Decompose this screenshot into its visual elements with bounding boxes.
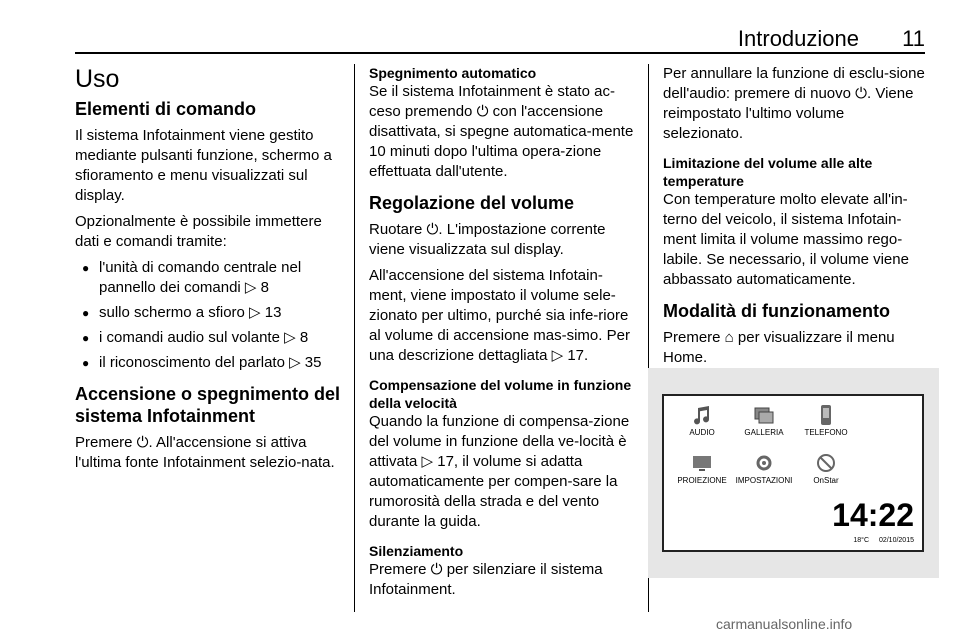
app-label: PROIEZIONE: [677, 476, 727, 485]
list-item: ● i comandi audio sul volante ▷ 8: [75, 328, 343, 348]
subheading-elementi-comando: Elementi di comando: [75, 99, 257, 119]
gallery-icon: [753, 404, 775, 426]
app-label: TELEFONO: [804, 428, 848, 437]
subheading-accensione: Accensione o spegnimento del sistema Infotainment: [75, 384, 341, 426]
paragraph: Opzionalmente è possibile immettere dati e comandi tramite:: [75, 213, 322, 250]
paragraph: Ruotare ⏻. L'impostazione corrente viene visualizzata sul display.: [369, 221, 606, 258]
list-item: ● sullo schermo a sfioro ▷ 13: [75, 303, 343, 323]
subheading-limitazione: Limitazione del volume alle alte temperature: [663, 155, 873, 189]
subheading-compensazione: Compensazione del volume in funzione della velocità: [369, 377, 632, 411]
subheading-regolazione-volume: Regolazione del volume: [369, 193, 575, 213]
header-divider: [75, 52, 925, 54]
list-item: ● l'unità di comando centrale nel pannello dei comandi ▷ 8: [75, 258, 343, 298]
app-label: IMPOSTAZIONI: [735, 476, 793, 485]
subheading-silenziamento: Silenziamento: [369, 543, 464, 559]
app-galleria: [734, 404, 794, 438]
clock-info: [853, 537, 914, 544]
page-header: [75, 26, 925, 50]
column-middle: [369, 64, 637, 606]
app-label: OnStar: [813, 476, 839, 485]
list-item: ● il riconoscimento del parlato ▷ 35: [75, 353, 343, 373]
bullet-list: [75, 258, 343, 373]
page-section-title: Introduzione: [737, 26, 859, 51]
app-audio: [672, 404, 732, 438]
page-number: 11: [902, 26, 925, 51]
temperature: 18°C: [853, 537, 869, 544]
app-telefono: [796, 404, 856, 438]
onstar-icon: [815, 452, 837, 474]
column-left: [75, 64, 343, 479]
paragraph: All'accensione del sistema Infotain-ment, viene impostato il volume sele-zionato per ultimo, purché sia infe-riore al volume di accensione mas-simo. Per una descrizione dettagliata ▷ 17.: [369, 267, 630, 364]
phone-icon: [815, 404, 837, 426]
paragraph: Quando la funzione di compensa-zione del volume in funzione della ve-locità è attivata ▷ 17, il volume si adatta automaticamente per compen-sare la rumorosità della strada e del vento durante la guida.: [369, 413, 630, 530]
paragraph: Per annullare la funzione di esclu-sione dell'audio: premere di nuovo ⏻. Viene reimpostato l'ultimo volume selezionato.: [663, 65, 925, 142]
column-divider-left: [354, 64, 355, 612]
column-right: [663, 64, 925, 374]
music-note-icon: [691, 404, 713, 426]
clock-time: 14:22: [832, 497, 914, 533]
projection-icon: [691, 452, 713, 474]
paragraph: Premere ⏻ per silenziare il sistema Infotainment.: [369, 561, 603, 598]
gear-icon: [753, 452, 775, 474]
section-heading-uso: Uso: [75, 65, 120, 93]
app-label: AUDIO: [689, 428, 715, 437]
app-onstar: [796, 452, 856, 486]
home-screen-display: [662, 394, 924, 552]
subheading-modalita: Modalità di funzionamento: [663, 301, 890, 321]
app-impostazioni: [734, 452, 794, 486]
paragraph: Premere ⏻. All'accensione si attiva l'ultima fonte Infotainment selezio-nata.: [75, 434, 335, 471]
paragraph: Premere ⌂ per visualizzare il menu Home.: [663, 329, 895, 366]
paragraph: Il sistema Infotainment viene gestito mediante pulsanti funzione, schermo a sfioramento e menu visualizzati sul display.: [75, 127, 332, 204]
app-proiezione: [672, 452, 732, 486]
app-label: GALLERIA: [744, 428, 784, 437]
paragraph: Con temperature molto elevate all'in-terno del veicolo, il sistema Infotain-ment limita il volume massimo rego-labile. Se necessario, il volume viene abbassato automaticamente.: [663, 191, 909, 288]
subheading-spegnimento: Spegnimento automatico: [369, 65, 537, 81]
date: 02/10/2015: [878, 537, 914, 544]
home-screen-illustration: [648, 368, 939, 578]
watermark: carmanualsonline.info: [716, 616, 853, 632]
paragraph: Se il sistema Infotainment è stato ac-ceso premendo ⏻ con l'accensione disattivata, si spegne automatica-mente 10 minuti dopo l'ultima opera-zione effettuata dall'utente.: [369, 83, 634, 180]
